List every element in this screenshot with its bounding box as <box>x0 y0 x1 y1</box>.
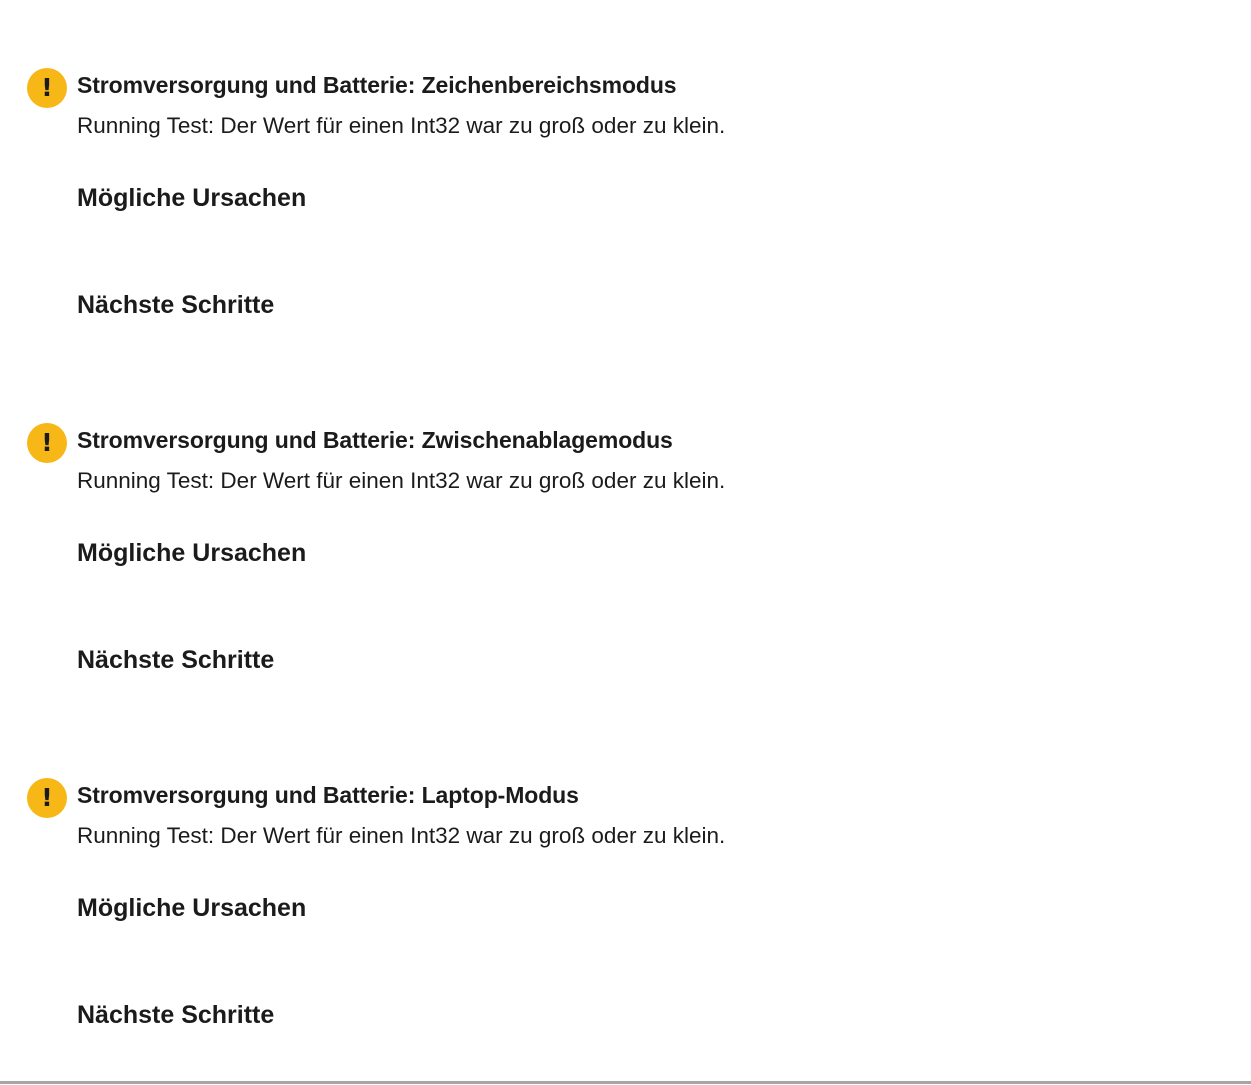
next-steps-heading: Nächste Schritte <box>77 291 275 319</box>
issue-description: Running Test: Der Wert für einen Int32 war zu groß oder zu klein. <box>77 823 726 848</box>
issue-title: Stromversorgung und Batterie: Laptop-Modus <box>77 782 579 808</box>
warning-icon: ! <box>27 68 67 108</box>
issue-description: Running Test: Der Wert für einen Int32 war zu groß oder zu klein. <box>77 468 726 493</box>
issue-title: Stromversorgung und Batterie: Zwischenablagemodus <box>77 427 673 453</box>
next-steps-heading: Nächste Schritte <box>77 646 275 674</box>
issue-item <box>0 710 1251 1050</box>
issue-title: Stromversorgung und Batterie: Zeichenbereichsmodus <box>77 72 677 98</box>
warning-icon: ! <box>27 778 67 818</box>
possible-causes-heading: Mögliche Ursachen <box>77 894 307 922</box>
warning-icon: ! <box>27 423 67 463</box>
possible-causes-heading: Mögliche Ursachen <box>77 184 307 212</box>
issue-item <box>0 0 1251 340</box>
bottom-divider <box>0 1081 1251 1084</box>
next-steps-heading: Nächste Schritte <box>77 1001 275 1029</box>
issue-description: Running Test: Der Wert für einen Int32 war zu groß oder zu klein. <box>77 113 726 138</box>
issue-item <box>0 355 1251 695</box>
possible-causes-heading: Mögliche Ursachen <box>77 539 307 567</box>
